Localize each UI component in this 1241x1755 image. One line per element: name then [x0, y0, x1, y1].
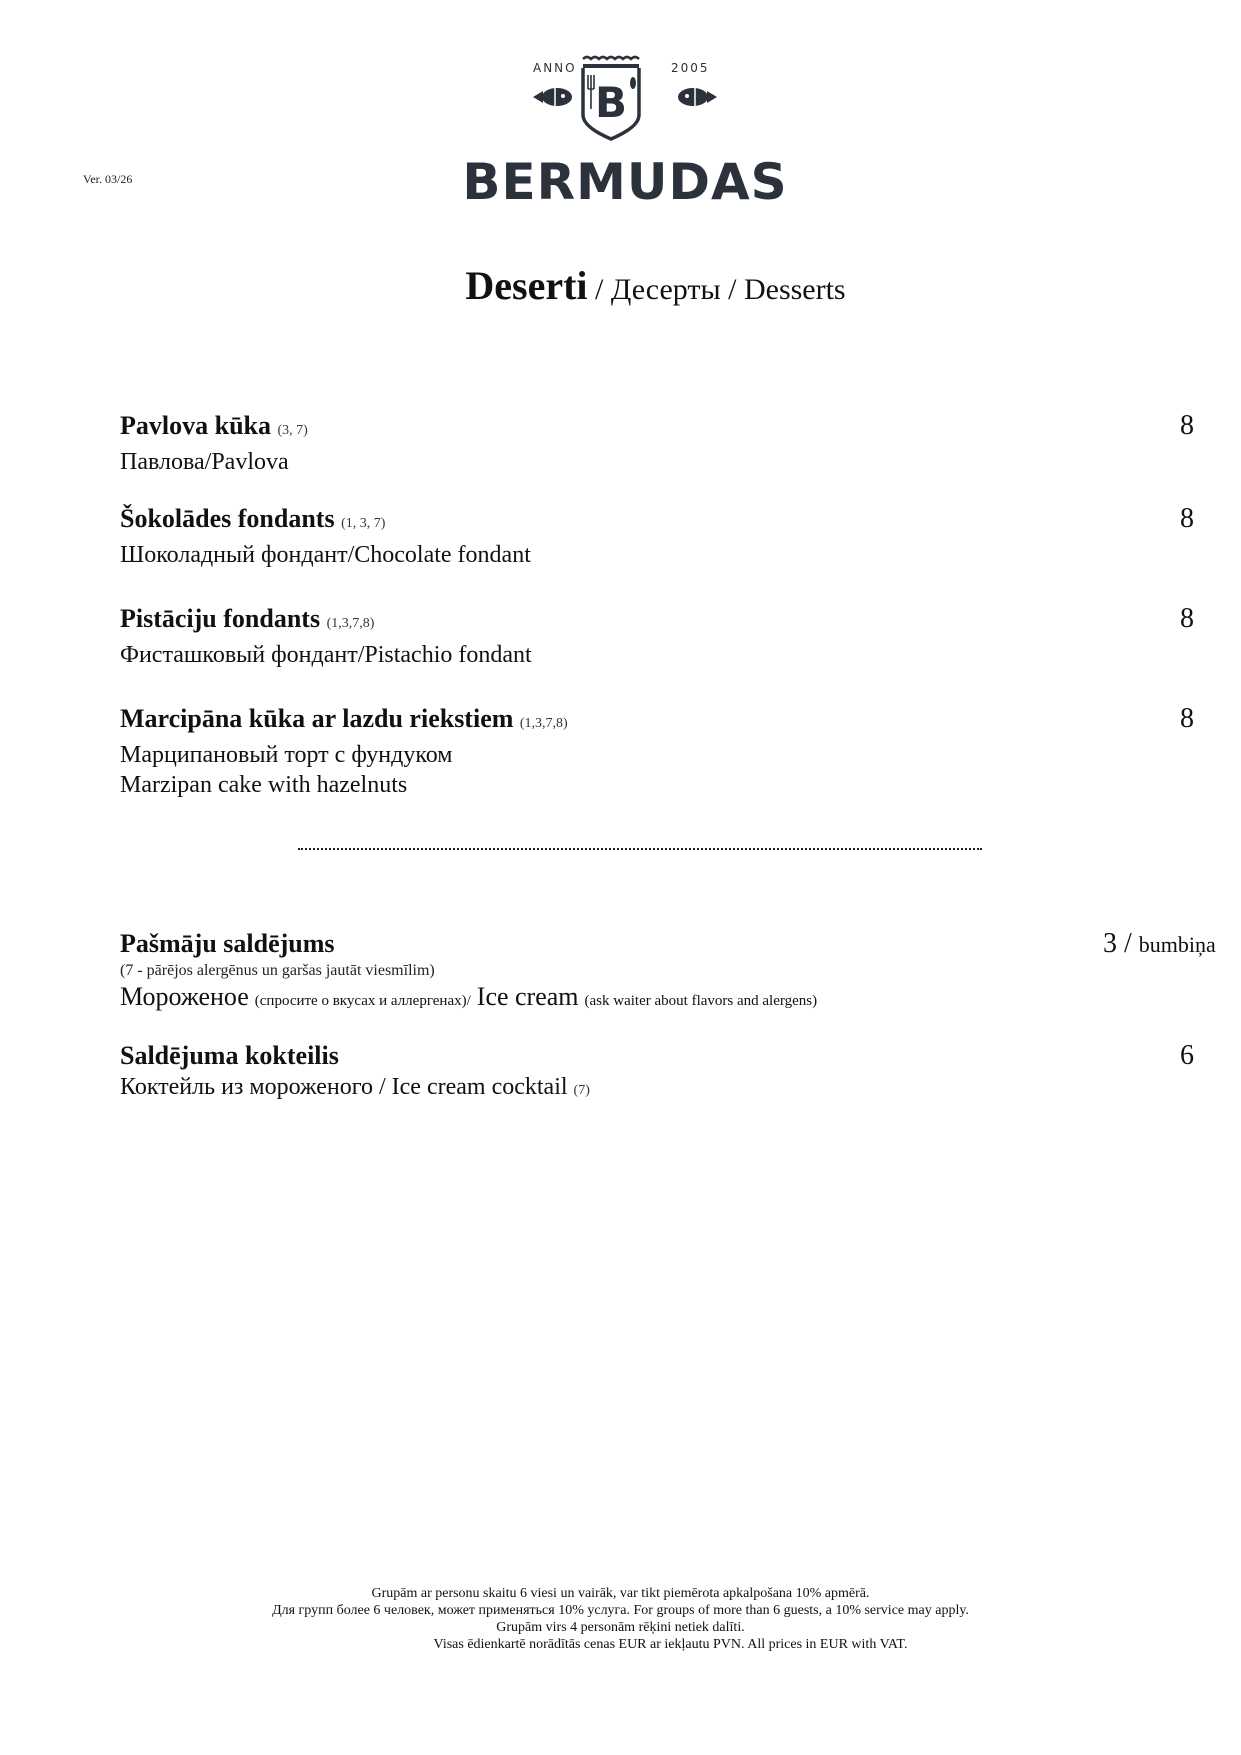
footer-line: Visas ēdienkartē norādītās cenas EUR ar iekļautu PVN. All prices in EUR with VAT. — [433, 1637, 908, 1652]
item-allergens: (1,3,7,8) — [326, 616, 375, 631]
price-value: 3 / — [1103, 928, 1132, 959]
item-translation: Павлова/Pavlova — [120, 449, 289, 475]
logo-emblem-icon — [455, 55, 795, 155]
item-note: (7 - pārējos alergēnus un garšas jautāt viesmīlim) — [120, 962, 435, 979]
title-latvian: Deserti — [465, 263, 588, 308]
footer-line: Grupām ar personu skaitu 6 viesi un vairāk, var tikt piemērota apkalpošana 10% apmērā. — [371, 1586, 870, 1601]
item-translation-en: Ice cream — [476, 982, 579, 1011]
item-price: 8 — [1180, 703, 1194, 734]
title-translations: / Десерты / Desserts — [587, 273, 846, 306]
menu-item — [120, 503, 1194, 570]
item-translation: Шоколадный фондант/Chocolate fondant — [120, 542, 531, 568]
item-allergens: (3, 7) — [277, 423, 308, 438]
item-allergens: (1, 3, 7) — [341, 516, 386, 531]
item-price: 8 — [1180, 410, 1194, 441]
item-note-en: (ask waiter about flavors and alergens) — [584, 993, 818, 1009]
item-allergens: (1,3,7,8) — [519, 716, 568, 731]
menu-item — [120, 603, 1194, 670]
price-unit: bumbiņa — [1138, 932, 1216, 957]
item-price: 8 — [1180, 603, 1194, 634]
item-allergens: (7) — [573, 1083, 590, 1098]
bermudas-logo — [455, 55, 795, 215]
item-translation: Коктейль из мороженого / Ice cream cocktail — [120, 1074, 568, 1100]
svg-text:B: B — [594, 78, 628, 127]
footer-notes — [0, 1585, 1241, 1653]
menu-item — [120, 928, 1216, 1016]
menu-item — [120, 703, 1194, 800]
menu-item — [120, 410, 1194, 477]
dotted-separator — [298, 848, 982, 850]
version-label: Ver. 03/26 — [83, 172, 133, 186]
item-price: 6 — [1180, 1040, 1194, 1071]
menu-item — [120, 1040, 1194, 1106]
footer-line: Grupām virs 4 personām rēķini netiek dalīti. — [496, 1620, 745, 1635]
footer-line: Для групп более 6 человек, может применяться 10% услуга. For groups of more than 6 guests, a 10% service may apply. — [272, 1603, 969, 1618]
item-translation-ru: Марципановый торт с фундуком — [120, 742, 453, 768]
item-name: Pavlova kūka — [120, 411, 271, 440]
logo-anno-text: ANNO — [533, 61, 577, 75]
item-name: Saldējuma kokteilis — [120, 1041, 339, 1070]
item-name: Šokolādes fondants — [120, 504, 335, 533]
item-name: Pistāciju fondants — [120, 604, 321, 633]
item-translation: Фисташковый фондант/Pistachio fondant — [120, 642, 532, 668]
item-price — [1103, 928, 1216, 961]
item-translation-en: Marzipan cake with hazelnuts — [120, 772, 408, 798]
item-price: 8 — [1180, 503, 1194, 534]
logo-year-text: 2005 — [671, 61, 710, 75]
brand-name: BERMUDAS — [462, 153, 788, 211]
item-translation-ru: Мороженое — [120, 982, 249, 1011]
item-name: Pašmāju saldējums — [120, 929, 335, 958]
item-note-ru: (спросите о вкусах и аллергенах)/ — [254, 993, 471, 1009]
item-name: Marcipāna kūka ar lazdu riekstiem — [120, 704, 514, 733]
page-title — [0, 262, 1241, 309]
